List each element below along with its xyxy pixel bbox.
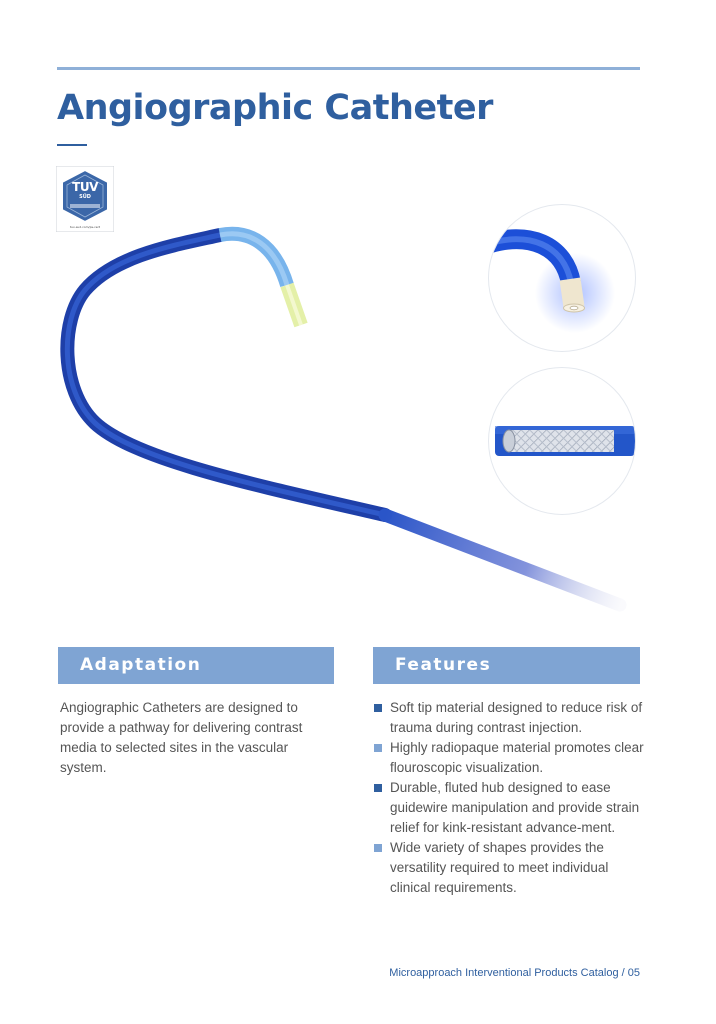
braided-shaft-detail-graphic — [489, 368, 635, 514]
square-bullet-icon — [374, 784, 382, 792]
adaptation-heading: Adaptation — [80, 655, 202, 675]
adaptation-header — [58, 647, 334, 684]
certification-mark-sub: SÜD — [79, 194, 91, 200]
soft-tip-detail-icon — [488, 204, 636, 352]
page-footer: Microapproach Interventional Products Catalog / 05 — [389, 967, 640, 979]
features-header — [373, 647, 640, 684]
soft-tip-detail-graphic — [489, 205, 635, 351]
certification-fine-print: tuv-sud.com/ps-cert — [69, 225, 101, 229]
feature-text: Wide variety of shapes provides the versatility required to meet individual clinical requirements. — [390, 840, 609, 895]
certification-mark-text: TUV — [72, 180, 98, 194]
page-title: Angiographic Catheter — [57, 88, 493, 128]
features-list — [374, 698, 644, 898]
feature-item — [374, 838, 644, 898]
feature-item — [374, 778, 644, 838]
feature-item — [374, 698, 644, 738]
top-rule — [57, 67, 640, 70]
feature-item — [374, 738, 644, 778]
features-heading: Features — [395, 655, 492, 675]
feature-text: Soft tip material designed to reduce risk of trauma during contrast injection. — [390, 700, 643, 735]
square-bullet-icon — [374, 744, 382, 752]
square-bullet-icon — [374, 704, 382, 712]
title-underline — [57, 144, 87, 146]
braided-shaft-detail-icon — [488, 367, 636, 515]
adaptation-body: Angiographic Catheters are designed to provide a pathway for delivering contrast media to selected sites in the vascular system. — [60, 700, 303, 775]
feature-text: Highly radiopaque material promotes clear flouroscopic visualization. — [390, 740, 644, 775]
feature-text: Durable, fluted hub designed to ease guidewire manipulation and provide strain relief for kink-resistant advance-ment. — [390, 780, 640, 835]
square-bullet-icon — [374, 844, 382, 852]
